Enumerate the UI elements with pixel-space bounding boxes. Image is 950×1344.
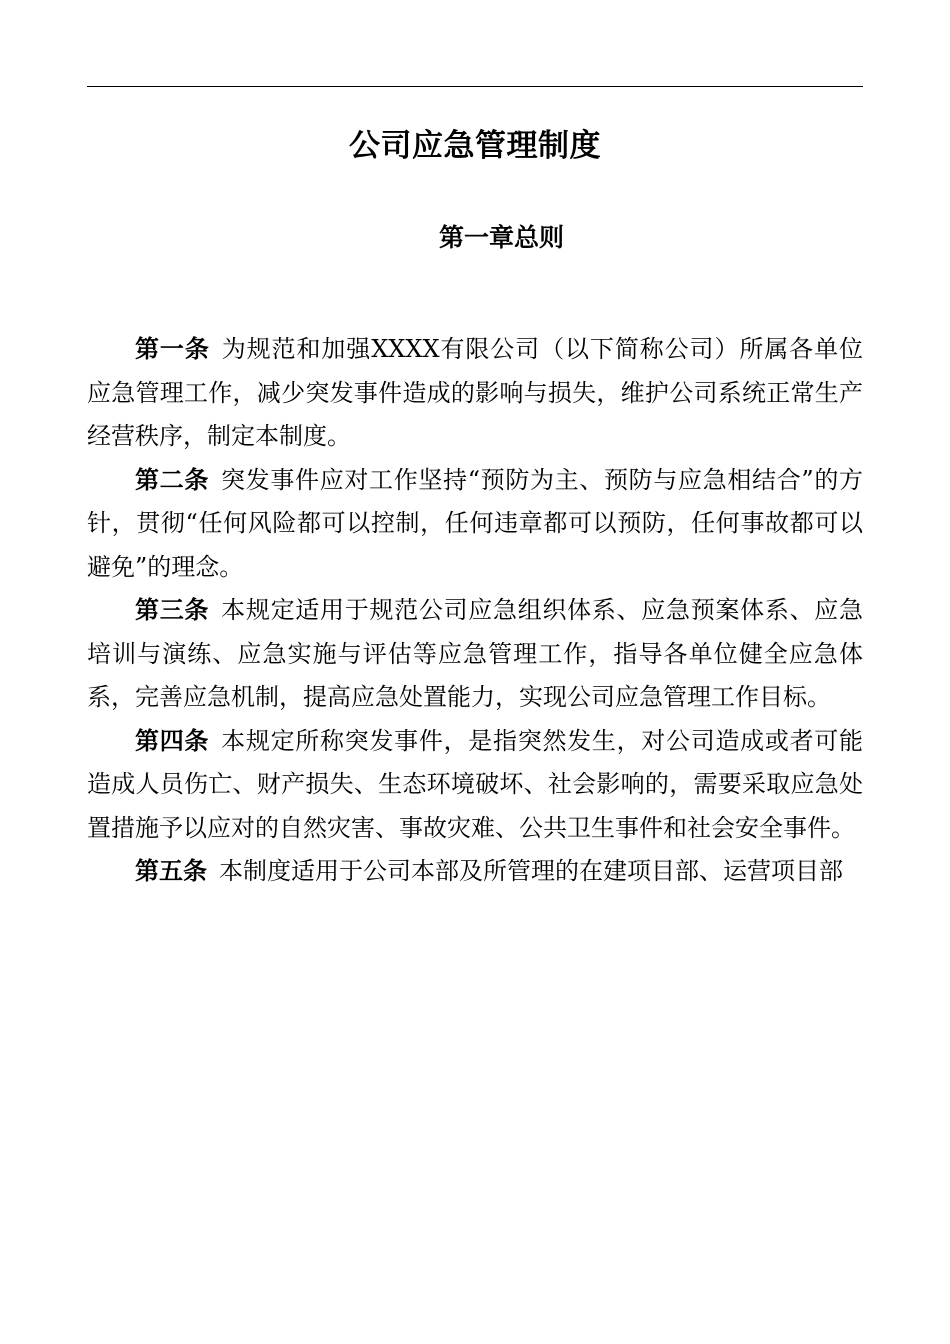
article-text: 本规定所称突发事件，是指突然发生，对公司造成或者可能造成人员伤亡、财产损失、生态环境破坏、社会影响的，需要采取应急处置措施予以应对的自然灾害、事故灾难、公共卫生事件和社会安全事件。: [87, 726, 864, 842]
article-3: [87, 589, 863, 720]
article-label: 第二条: [135, 465, 210, 494]
document-title: 公司应急管理制度: [349, 128, 601, 164]
article-text: 本制度适用于公司本部及所管理的在建项目部、运营项目部: [219, 857, 843, 885]
article-text: 为规范和加强XXXX有限公司（以下简称公司）所属各单位应急管理工作，减少突发事件造成的影响与损失，维护公司系统正常生产经营秩序，制定本制度。: [87, 335, 864, 450]
article-5: [87, 850, 863, 894]
article-1: [87, 328, 863, 459]
article-text: 突发事件应对工作坚持“预防为主、预防与应急相结合”的方针，贯彻“任何风险都可以控制，任何违章都可以预防，任何事故都可以避免”的理念。: [87, 465, 863, 581]
article-2: [87, 459, 863, 590]
article-label: 第三条: [135, 596, 210, 624]
article-text: 本规定适用于规范公司应急组织体系、应急预案体系、应急培训与演练、应急实施与评估等应急管理工作，指导各单位健全应急体系，完善应急机制，提高应急处置能力，实现公司应急管理工作目标。: [87, 596, 864, 711]
article-label: 第四条: [135, 726, 210, 755]
document-body: [87, 328, 863, 894]
chapter-heading: 第一章总则: [438, 223, 564, 252]
article-label: 第一条: [135, 335, 210, 363]
article-4: [87, 720, 863, 851]
header-rule: [87, 86, 863, 87]
article-label: 第五条: [135, 857, 207, 885]
